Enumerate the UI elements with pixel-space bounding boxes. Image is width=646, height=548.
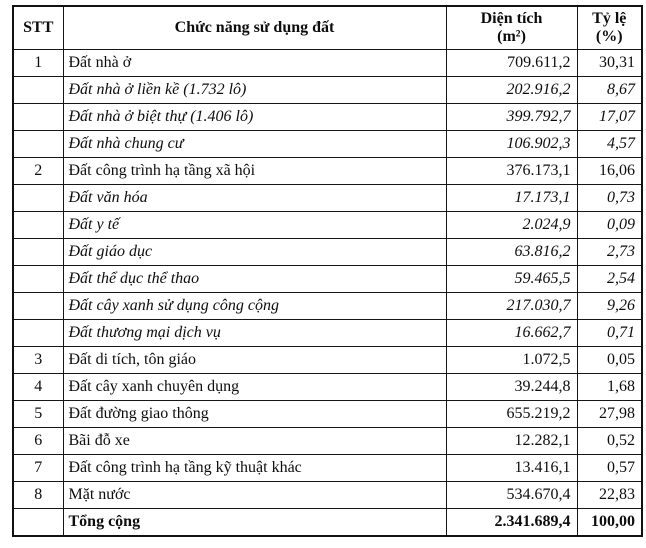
table-body xyxy=(13,50,642,537)
row-stt xyxy=(13,212,63,239)
row-name: Đất thể dục thể thao xyxy=(63,266,446,293)
header-pct-unit: (%) xyxy=(595,28,623,45)
row-area: 655.219,2 xyxy=(446,401,577,428)
row-stt xyxy=(13,131,63,158)
row-name: Đất thương mại dịch vụ xyxy=(63,320,446,347)
row-area: 2.024,9 xyxy=(446,212,577,239)
header-area xyxy=(446,6,577,50)
row-area: 534.670,4 xyxy=(446,482,577,509)
row-stt xyxy=(13,185,63,212)
header-area-unit: (m²) xyxy=(497,28,526,45)
row-name: Đất nhà ở liền kề (1.732 lô) xyxy=(63,77,446,104)
row-name: Đất công trình hạ tầng kỹ thuật khác xyxy=(63,455,446,482)
table-row xyxy=(13,158,642,185)
table-row xyxy=(13,239,642,266)
table-header xyxy=(13,6,642,50)
row-name: Đất văn hóa xyxy=(63,185,446,212)
row-area: 106.902,3 xyxy=(446,131,577,158)
header-area-title: Diện tích xyxy=(480,9,543,27)
row-name: Mặt nước xyxy=(63,482,446,509)
row-name: Đất đường giao thông xyxy=(63,401,446,428)
row-pct: 0,57 xyxy=(577,455,642,482)
row-area: 16.662,7 xyxy=(446,320,577,347)
header-stt: STT xyxy=(13,6,63,50)
table-row xyxy=(13,104,642,131)
row-name: Đất y tế xyxy=(63,212,446,239)
row-name: Đất di tích, tôn giáo xyxy=(63,347,446,374)
row-stt: 5 xyxy=(13,401,63,428)
row-area: 12.282,1 xyxy=(446,428,577,455)
row-area: 1.072,5 xyxy=(446,347,577,374)
row-name: Đất cây xanh chuyên dụng xyxy=(63,374,446,401)
row-pct: 9,26 xyxy=(577,293,642,320)
header-pct xyxy=(577,6,642,50)
row-area: 217.030,7 xyxy=(446,293,577,320)
table-total-row xyxy=(13,509,642,537)
row-area: 202.916,2 xyxy=(446,77,577,104)
table-row xyxy=(13,212,642,239)
row-pct: 22,83 xyxy=(577,482,642,509)
row-stt: 2 xyxy=(13,158,63,185)
row-name: Đất nhà chung cư xyxy=(63,131,446,158)
row-name: Đất cây xanh sử dụng công cộng xyxy=(63,293,446,320)
row-stt: 6 xyxy=(13,428,63,455)
table-row xyxy=(13,455,642,482)
row-area: 399.792,7 xyxy=(446,104,577,131)
row-stt xyxy=(13,293,63,320)
row-stt: 4 xyxy=(13,374,63,401)
row-name: Đất nhà ở xyxy=(63,50,446,77)
row-area: 709.611,2 xyxy=(446,50,577,77)
row-area: 39.244,8 xyxy=(446,374,577,401)
row-stt xyxy=(13,266,63,293)
row-pct: 0,52 xyxy=(577,428,642,455)
row-pct: 30,31 xyxy=(577,50,642,77)
row-pct: 2,73 xyxy=(577,239,642,266)
row-pct: 1,68 xyxy=(577,374,642,401)
row-name: Bãi đỗ xe xyxy=(63,428,446,455)
row-name: Đất nhà ở biệt thự (1.406 lô) xyxy=(63,104,446,131)
row-pct: 0,09 xyxy=(577,212,642,239)
table-row xyxy=(13,320,642,347)
row-stt xyxy=(13,239,63,266)
row-name: Đất giáo dục xyxy=(63,239,446,266)
row-pct: 4,57 xyxy=(577,131,642,158)
table-row xyxy=(13,266,642,293)
row-pct: 27,98 xyxy=(577,401,642,428)
row-area: 17.173,1 xyxy=(446,185,577,212)
row-pct: 2,54 xyxy=(577,266,642,293)
header-row xyxy=(13,6,642,50)
row-name: Đất công trình hạ tầng xã hội xyxy=(63,158,446,185)
row-stt xyxy=(13,104,63,131)
table-row xyxy=(13,77,642,104)
table-row xyxy=(13,428,642,455)
table-row xyxy=(13,347,642,374)
row-pct: 8,67 xyxy=(577,77,642,104)
table-row xyxy=(13,293,642,320)
row-area: 59.465,5 xyxy=(446,266,577,293)
table-row xyxy=(13,374,642,401)
table-row xyxy=(13,50,642,77)
row-area: 2.341.689,4 xyxy=(446,509,577,537)
table-row xyxy=(13,401,642,428)
row-pct: 0,71 xyxy=(577,320,642,347)
row-pct: 17,07 xyxy=(577,104,642,131)
row-area: 63.816,2 xyxy=(446,239,577,266)
table-row xyxy=(13,482,642,509)
row-area: 376.173,1 xyxy=(446,158,577,185)
row-stt xyxy=(13,320,63,347)
table-row xyxy=(13,131,642,158)
row-stt xyxy=(13,509,63,537)
row-pct: 0,05 xyxy=(577,347,642,374)
row-stt: 1 xyxy=(13,50,63,77)
row-stt: 7 xyxy=(13,455,63,482)
land-use-table xyxy=(12,5,643,537)
row-stt xyxy=(13,77,63,104)
header-function: Chức năng sử dụng đất xyxy=(63,6,446,50)
row-pct: 0,73 xyxy=(577,185,642,212)
header-pct-title: Tỷ lệ xyxy=(592,9,627,27)
row-pct: 100,00 xyxy=(577,509,642,537)
row-area: 13.416,1 xyxy=(446,455,577,482)
row-stt: 3 xyxy=(13,347,63,374)
row-name: Tổng cộng xyxy=(63,509,446,537)
row-stt: 8 xyxy=(13,482,63,509)
row-pct: 16,06 xyxy=(577,158,642,185)
table-row xyxy=(13,185,642,212)
